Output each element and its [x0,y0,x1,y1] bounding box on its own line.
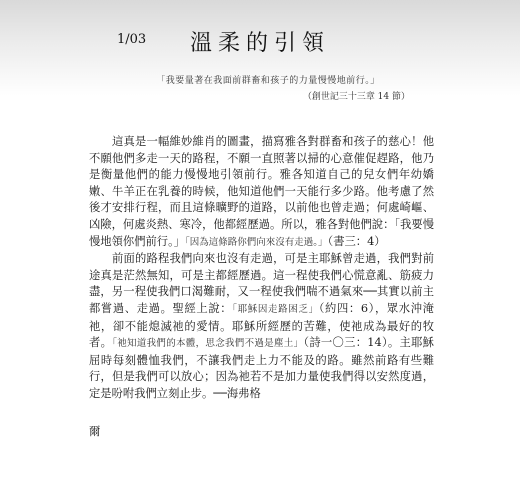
paragraph-1-quote-1: 「因為這條路你們向來沒有走過。」 [185,236,328,248]
paragraph-1 [89,134,434,251]
paragraph-2-text-c: （詩一〇三：14）。主耶穌屈時每刻體恤我們，不讓我們走上力不能及的路。雖然前路有些難行，但是我們可以放心；因為祂若不是加力量使我們得以安然度過，定是吩咐我們立刻止步。──海弗格 [89,336,434,400]
paragraph-2-quote-1: 「耶穌因走路困乏」 [232,303,319,315]
paragraph-1-text-a: 這真是一幅維妙維肖的圖畫，描寫雅各對群畜和孩子的慈心！他不願他們多走一天的路程，不願一直照著以掃的心意催促趕路，他乃是衡量他們的能力慢慢地引領前行。雅各知道自己的兒女們年幼嬌嫩、牛羊正在乳養的時候，他知道他們一天能行多少路。他考慮了然後才安排行程，而且這條曠野的道路，以前他也曾走過；何處崎嶇、凶險，何處炎熱、寒冷，他都經歷過。所以，雅各對他們說：「我要慢慢地領你們前行。」 [89,135,434,248]
paragraph-2-quote-2: 「祂知道我們的本體，思念我們不過是塵土」 [112,338,304,350]
epigraph-verse: 「我要量著在我面前群畜和孩子的力量慢慢地前行。」 [156,76,380,86]
page-title: 溫柔的引領 [189,31,330,56]
paragraph-2-text-a: 前面的路程我們向來也沒有走過，可是主耶穌曾走過，我們對前途真是茫然無知，可是主都經歷過。這一程使我們心慌意亂、筋疲力盡，另一程使我們口渴難耐，又一程使我們喘不過氣來──其實以前主都嘗過、走過。聖經上說： [89,252,434,315]
body-text [89,134,434,403]
paragraph-1-text-b: （書三：4） [327,234,386,248]
epigraph-reference: （創世記三十三章 14 節） [302,92,410,102]
paragraph-2-text-b: （約四：6），眾水沖淹祂，卻不能熄滅祂的愛情。耶穌所經歷的苦難，使祂成為最好的牧者。 [89,301,434,350]
author-signature-end: 爾 [89,425,101,438]
page-date: 1/03 [117,32,147,47]
paragraph-2 [89,251,434,402]
